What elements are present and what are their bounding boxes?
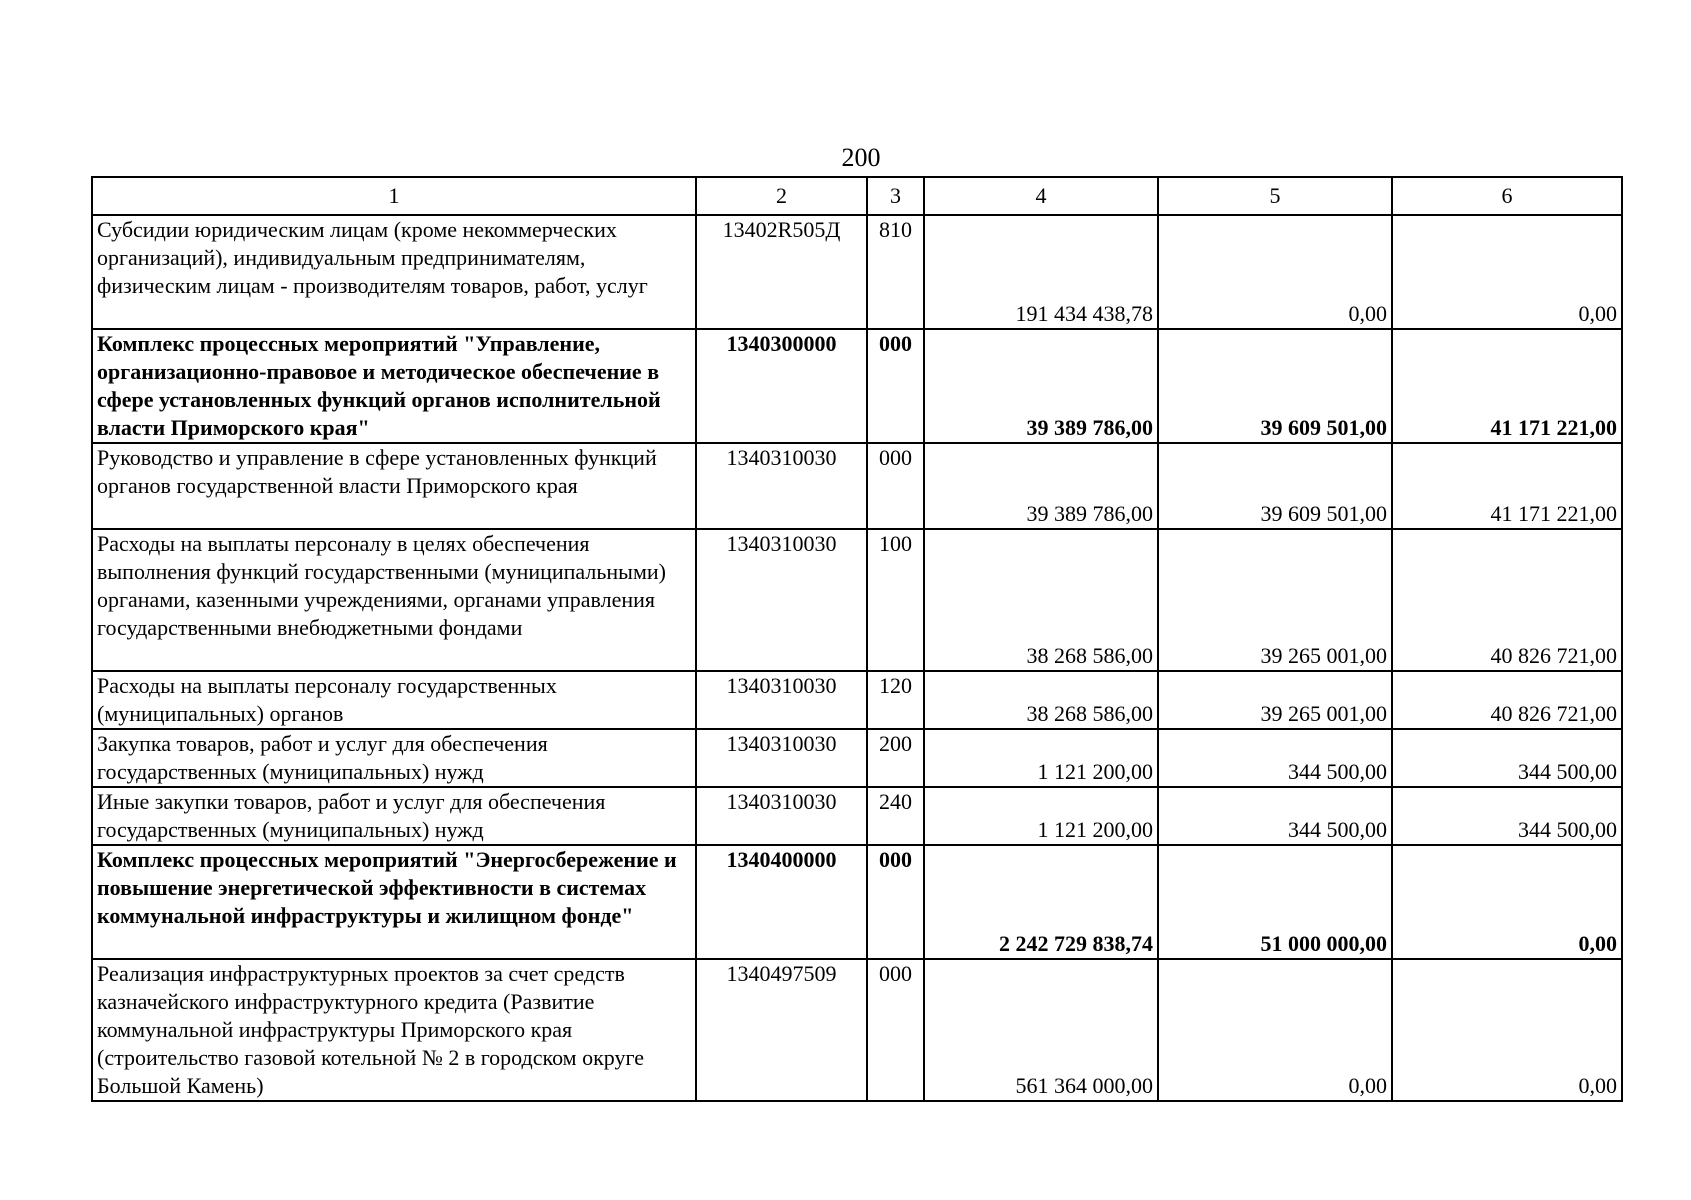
row-name: Расходы на выплаты персоналу государственных (муниципальных) органов xyxy=(92,671,696,729)
row-value-6: 41 171 221,00 xyxy=(1392,443,1622,529)
row-value-6: 0,00 xyxy=(1392,215,1622,329)
row-value-5: 0,00 xyxy=(1158,959,1392,1101)
row-type: 240 xyxy=(867,787,924,845)
column-header: 3 xyxy=(867,177,924,215)
row-value-5: 39 609 501,00 xyxy=(1158,443,1392,529)
row-value-4: 38 268 586,00 xyxy=(924,671,1158,729)
table-row xyxy=(92,329,1622,443)
row-type: 000 xyxy=(867,959,924,1101)
row-value-4: 38 268 586,00 xyxy=(924,529,1158,671)
row-value-5: 39 609 501,00 xyxy=(1158,329,1392,443)
column-header: 6 xyxy=(1392,177,1622,215)
row-name: Комплекс процессных мероприятий "Энергосбережение и повышение энергетической эффективности в системах коммунальной инфраструктуры и жилищном фонде" xyxy=(92,845,696,959)
row-type: 810 xyxy=(867,215,924,329)
row-code: 13402R505Д xyxy=(696,215,867,329)
row-name: Иные закупки товаров, работ и услуг для обеспечения государственных (муниципальных) нужд xyxy=(92,787,696,845)
row-type: 120 xyxy=(867,671,924,729)
row-name: Закупка товаров, работ и услуг для обеспечения государственных (муниципальных) нужд xyxy=(92,729,696,787)
row-type: 000 xyxy=(867,443,924,529)
row-code: 1340310030 xyxy=(696,729,867,787)
table-row xyxy=(92,671,1622,729)
row-type: 000 xyxy=(867,329,924,443)
row-value-4: 1 121 200,00 xyxy=(924,729,1158,787)
row-value-5: 344 500,00 xyxy=(1158,787,1392,845)
row-value-5: 39 265 001,00 xyxy=(1158,671,1392,729)
row-value-4: 1 121 200,00 xyxy=(924,787,1158,845)
row-value-4: 191 434 438,78 xyxy=(924,215,1158,329)
row-code: 1340310030 xyxy=(696,787,867,845)
row-name: Комплекс процессных мероприятий "Управление, организационно-правовое и методическое обеспечение в сфере установленных функций органов исполнительной власти Приморского края" xyxy=(92,329,696,443)
row-value-6: 344 500,00 xyxy=(1392,787,1622,845)
row-value-5: 51 000 000,00 xyxy=(1158,845,1392,959)
row-value-6: 0,00 xyxy=(1392,959,1622,1101)
row-value-4: 2 242 729 838,74 xyxy=(924,845,1158,959)
table-row xyxy=(92,787,1622,845)
row-code: 1340400000 xyxy=(696,845,867,959)
table-header-row xyxy=(92,177,1622,215)
table-row xyxy=(92,215,1622,329)
row-name: Реализация инфраструктурных проектов за счет средств казначейского инфраструктурного кредита (Развитие коммунальной инфраструктуры Приморского края (строительство газовой котельной № 2 в городском округе Большой Камень) xyxy=(92,959,696,1101)
row-value-5: 0,00 xyxy=(1158,215,1392,329)
row-value-4: 39 389 786,00 xyxy=(924,329,1158,443)
table-row xyxy=(92,959,1622,1101)
row-code: 1340497509 xyxy=(696,959,867,1101)
row-type: 000 xyxy=(867,845,924,959)
table-row xyxy=(92,845,1622,959)
row-value-6: 40 826 721,00 xyxy=(1392,529,1622,671)
row-code: 1340310030 xyxy=(696,671,867,729)
row-code: 1340310030 xyxy=(696,529,867,671)
row-type: 200 xyxy=(867,729,924,787)
table-row xyxy=(92,443,1622,529)
table-row xyxy=(92,729,1622,787)
row-value-4: 39 389 786,00 xyxy=(924,443,1158,529)
row-type: 100 xyxy=(867,529,924,671)
row-name: Субсидии юридическим лицам (кроме некоммерческих организаций), индивидуальным предпринимателям, физическим лицам - производителям товаров, работ, услуг xyxy=(92,215,696,329)
row-code: 1340310030 xyxy=(696,443,867,529)
row-value-6: 41 171 221,00 xyxy=(1392,329,1622,443)
row-name: Руководство и управление в сфере установленных функций органов государственной власти Приморского края xyxy=(92,443,696,529)
row-value-6: 40 826 721,00 xyxy=(1392,671,1622,729)
column-header: 5 xyxy=(1158,177,1392,215)
row-value-5: 39 265 001,00 xyxy=(1158,529,1392,671)
row-value-5: 344 500,00 xyxy=(1158,729,1392,787)
row-code: 1340300000 xyxy=(696,329,867,443)
column-header: 4 xyxy=(924,177,1158,215)
table-row xyxy=(92,529,1622,671)
row-value-6: 0,00 xyxy=(1392,845,1622,959)
column-header: 1 xyxy=(92,177,696,215)
page-number: 200 xyxy=(841,143,881,172)
column-header: 2 xyxy=(696,177,867,215)
row-value-6: 344 500,00 xyxy=(1392,729,1622,787)
row-name: Расходы на выплаты персоналу в целях обеспечения выполнения функций государственными (муниципальными) органами, казенными учреждениями, органами управления государственными внебюджетными фондами xyxy=(92,529,696,671)
row-value-4: 561 364 000,00 xyxy=(924,959,1158,1101)
budget-table xyxy=(91,176,1623,1102)
